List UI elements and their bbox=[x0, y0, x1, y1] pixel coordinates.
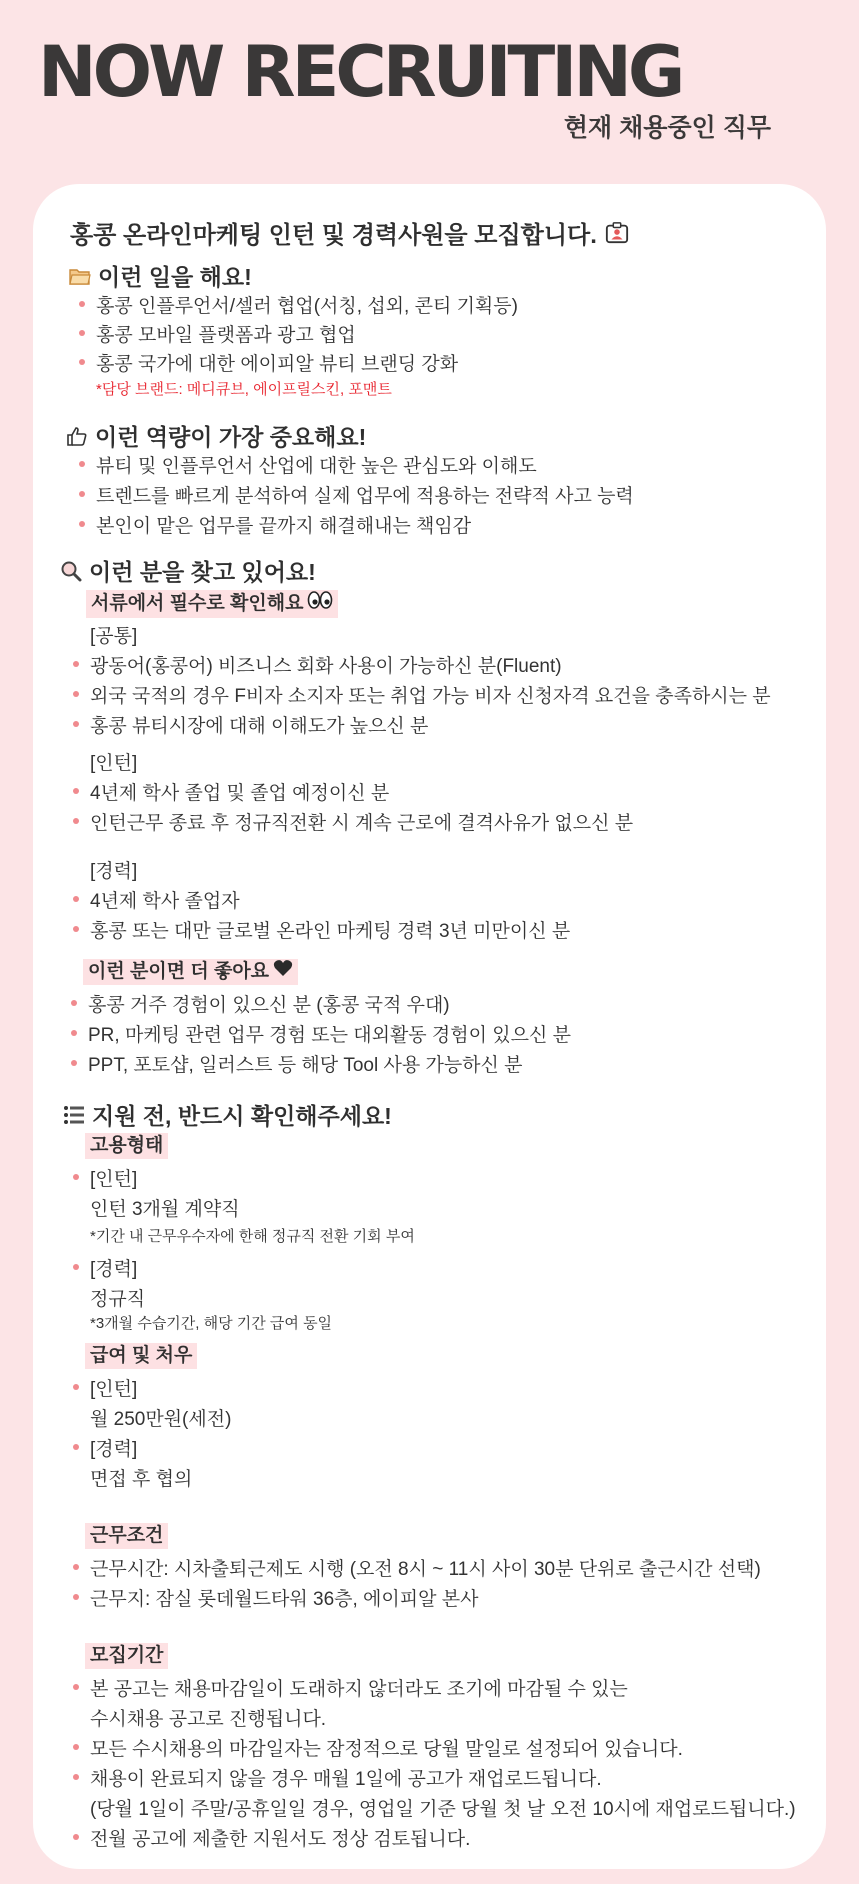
common-label: [공통] bbox=[90, 626, 138, 647]
conditions-item: 근무지: 잠실 롯데월드타워 36층, 에이피알 본사 bbox=[90, 1584, 478, 1611]
career-item: 4년제 학사 졸업자 bbox=[90, 886, 240, 913]
eyes-icon bbox=[307, 590, 333, 618]
section-competency-label: 이런 역량이 가장 중요해요! bbox=[95, 424, 367, 450]
conditions-highlight: 근무조건 bbox=[85, 1523, 168, 1549]
conditions-item: 근무시간: 시차출퇴근제도 시행 (오전 8시 ~ 11시 사이 30분 단위로 출근시간 선택) bbox=[90, 1554, 761, 1581]
preferred-item: 홍콩 거주 경험이 있으신 분 (홍콩 국적 우대) bbox=[88, 990, 450, 1017]
checklist-icon bbox=[62, 1103, 86, 1127]
work-item: 홍콩 인플루언서/셀러 협업(서칭, 섭외, 콘티 기획등) bbox=[96, 291, 518, 318]
preferred-label: 이런 분이면 더 좋아요 bbox=[88, 961, 270, 982]
emp-career-value: 정규직 bbox=[90, 1289, 146, 1310]
period-item: 본 공고는 채용마감일이 도래하지 않더라도 조기에 마감될 수 있는 bbox=[90, 1674, 628, 1701]
work-item: 홍콩 모바일 플랫폼과 광고 협업 bbox=[96, 320, 356, 347]
intern-item: 4년제 학사 졸업 및 졸업 예정이신 분 bbox=[90, 778, 389, 805]
emp-career-label: [경력] bbox=[90, 1254, 137, 1281]
magnifier-icon bbox=[59, 559, 83, 583]
section-looking-title bbox=[59, 554, 316, 587]
intern-item: 인턴근무 종료 후 정규직전환 시 계속 근로에 결격사유가 없으신 분 bbox=[90, 808, 633, 835]
sal-career-label: [경력] bbox=[90, 1434, 137, 1461]
career-label: [경력] bbox=[90, 861, 138, 882]
section-work-label: 이런 일을 해요! bbox=[98, 264, 252, 290]
competency-item: 본인이 맡은 업무를 끝까지 해결해내는 책임감 bbox=[96, 511, 471, 538]
headline-text: 홍콩 온라인마케팅 인턴 및 경력사원을 모집합니다. bbox=[70, 222, 597, 249]
period-item-cont: (당월 1일이 주말/공휴일일 경우, 영업일 기준 당월 첫 날 오전 10시에 재업로드됩니다.) bbox=[90, 1799, 796, 1820]
period-highlight: 모집기간 bbox=[85, 1643, 168, 1669]
period-item-cont: 수시채용 공고로 진행됩니다. bbox=[90, 1709, 327, 1730]
sal-career-value: 면접 후 협의 bbox=[90, 1469, 193, 1490]
section-work-title bbox=[68, 259, 252, 292]
emp-intern-label: [인턴] bbox=[90, 1164, 137, 1191]
preferred-item: PPT, 포토샵, 일러스트 등 해당 Tool 사용 가능하신 분 bbox=[88, 1050, 523, 1077]
emp-intern-value: 인턴 3개월 계약직 bbox=[90, 1199, 240, 1220]
preferred-item: PR, 마케팅 관련 업무 경험 또는 대외활동 경험이 있으신 분 bbox=[88, 1020, 571, 1047]
sal-intern-value: 월 250만원(세전) bbox=[90, 1409, 232, 1430]
heart-icon bbox=[273, 959, 293, 985]
period-item: 채용이 완료되지 않을 경우 매월 1일에 공고가 재업로드됩니다. bbox=[90, 1764, 602, 1791]
hero-title: NOW RECRUITING bbox=[38, 31, 682, 113]
common-item: 홍콩 뷰티시장에 대해 이해도가 높으신 분 bbox=[90, 711, 428, 738]
emp-intern-note: *기간 내 근무우수자에 한해 정규직 전환 기회 부여 bbox=[90, 1228, 415, 1245]
salary-highlight: 급여 및 처우 bbox=[85, 1343, 197, 1369]
id-badge-icon bbox=[605, 221, 629, 245]
brand-note: *담당 브랜드: 메디큐브, 에이프릴스킨, 포맨트 bbox=[96, 381, 392, 398]
required-label: 서류에서 필수로 확인해요 bbox=[91, 593, 304, 614]
sal-intern-label: [인턴] bbox=[90, 1374, 137, 1401]
emp-career-note: *3개월 수습기간, 해당 기간 급여 동일 bbox=[90, 1315, 333, 1332]
section-looking-label: 이런 분을 찾고 있어요! bbox=[89, 559, 316, 585]
competency-item: 뷰티 및 인플루언서 산업에 대한 높은 관심도와 이해도 bbox=[96, 451, 537, 478]
folder-icon bbox=[68, 264, 92, 288]
period-item: 전월 공고에 제출한 지원서도 정상 검토됩니다. bbox=[90, 1824, 470, 1851]
section-check-label: 지원 전, 반드시 확인해주세요! bbox=[92, 1103, 392, 1129]
preferred-highlight bbox=[83, 959, 298, 985]
section-check-title bbox=[62, 1098, 392, 1131]
employment-highlight: 고용형태 bbox=[85, 1133, 168, 1159]
career-item: 홍콩 또는 대만 글로벌 온라인 마케팅 경력 3년 미만이신 분 bbox=[90, 916, 570, 943]
intern-label: [인턴] bbox=[90, 753, 138, 774]
period-item: 모든 수시채용의 마감일자는 잠정적으로 당월 말일로 설정되어 있습니다. bbox=[90, 1734, 683, 1761]
section-competency-title bbox=[65, 419, 366, 452]
common-item: 광동어(홍콩어) 비즈니스 회화 사용이 가능하신 분(Fluent) bbox=[90, 651, 562, 678]
common-item: 외국 국적의 경우 F비자 소지자 또는 취업 가능 비자 신청자격 요건을 충족하시는 분 bbox=[90, 681, 771, 708]
competency-item: 트렌드를 빠르게 분석하여 실제 업무에 적용하는 전략적 사고 능력 bbox=[96, 481, 634, 508]
hero-subtitle: 현재 채용중인 직무 bbox=[563, 114, 771, 142]
headline bbox=[70, 215, 629, 250]
thumbs-up-icon bbox=[65, 424, 89, 448]
required-highlight bbox=[86, 590, 338, 618]
work-item: 홍콩 국가에 대한 에이피알 뷰티 브랜딩 강화 bbox=[96, 349, 458, 376]
